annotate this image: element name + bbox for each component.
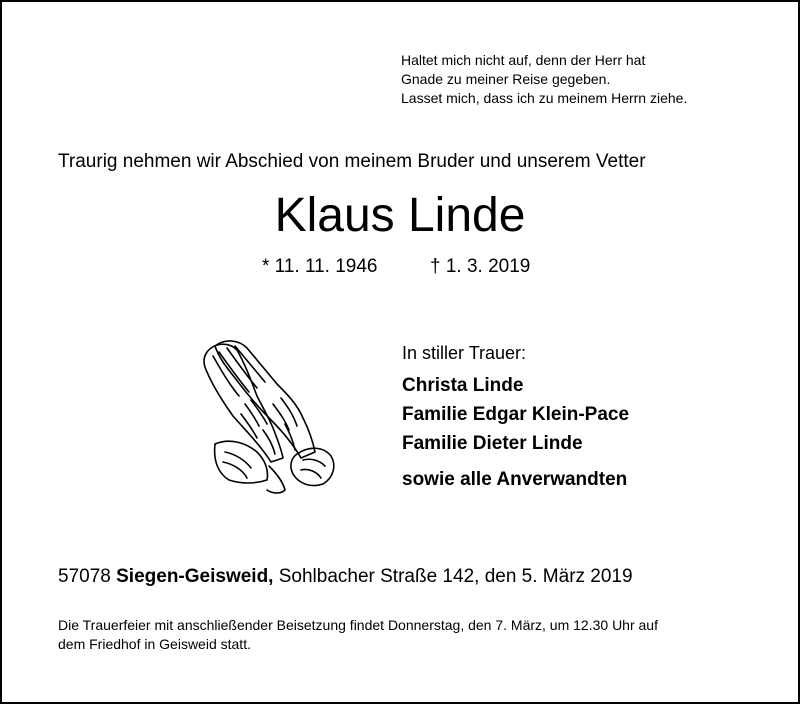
quote-line-3: Lasset mich, dass ich zu meinem Herrn ziehe. bbox=[401, 90, 688, 106]
mourners-lead: In stiller Trauer: bbox=[402, 343, 527, 363]
mourners-block bbox=[402, 341, 629, 494]
quote-line-1: Haltet mich nicht auf, denn der Herr hat bbox=[401, 52, 646, 68]
death-date: † 1. 3. 2019 bbox=[430, 256, 531, 277]
mourners-closing: sowie alle Anverwandten bbox=[402, 469, 628, 490]
intro-text: Traurig nehmen wir Abschied von meinem Bruder und unserem Vetter bbox=[58, 151, 646, 172]
service-line-1: Die Trauerfeier mit anschließender Beisetzung findet Donnerstag, den 7. März, um 12.30 Uhr auf bbox=[58, 617, 658, 633]
mourner-name: Familie Edgar Klein-Pace bbox=[402, 404, 630, 425]
service-info bbox=[58, 616, 758, 654]
city: Siegen-Geisweid, bbox=[116, 566, 274, 587]
deceased-name: Klaus Linde bbox=[274, 189, 526, 242]
postal-code: 57078 bbox=[58, 566, 111, 587]
quote-line-2: Gnade zu meiner Reise gegeben. bbox=[401, 71, 611, 87]
address-rest: Sohlbacher Straße 142, den 5. März 2019 bbox=[278, 566, 633, 587]
mourner-name: Familie Dieter Linde bbox=[402, 433, 583, 454]
service-line-2: dem Friedhof in Geisweid statt. bbox=[58, 636, 251, 652]
birth-date: * 11. 11. 1946 bbox=[262, 256, 378, 277]
address-line bbox=[58, 566, 633, 588]
praying-hands-icon bbox=[185, 334, 345, 499]
bible-quote bbox=[401, 51, 687, 108]
mourner-name: Christa Linde bbox=[402, 375, 524, 396]
